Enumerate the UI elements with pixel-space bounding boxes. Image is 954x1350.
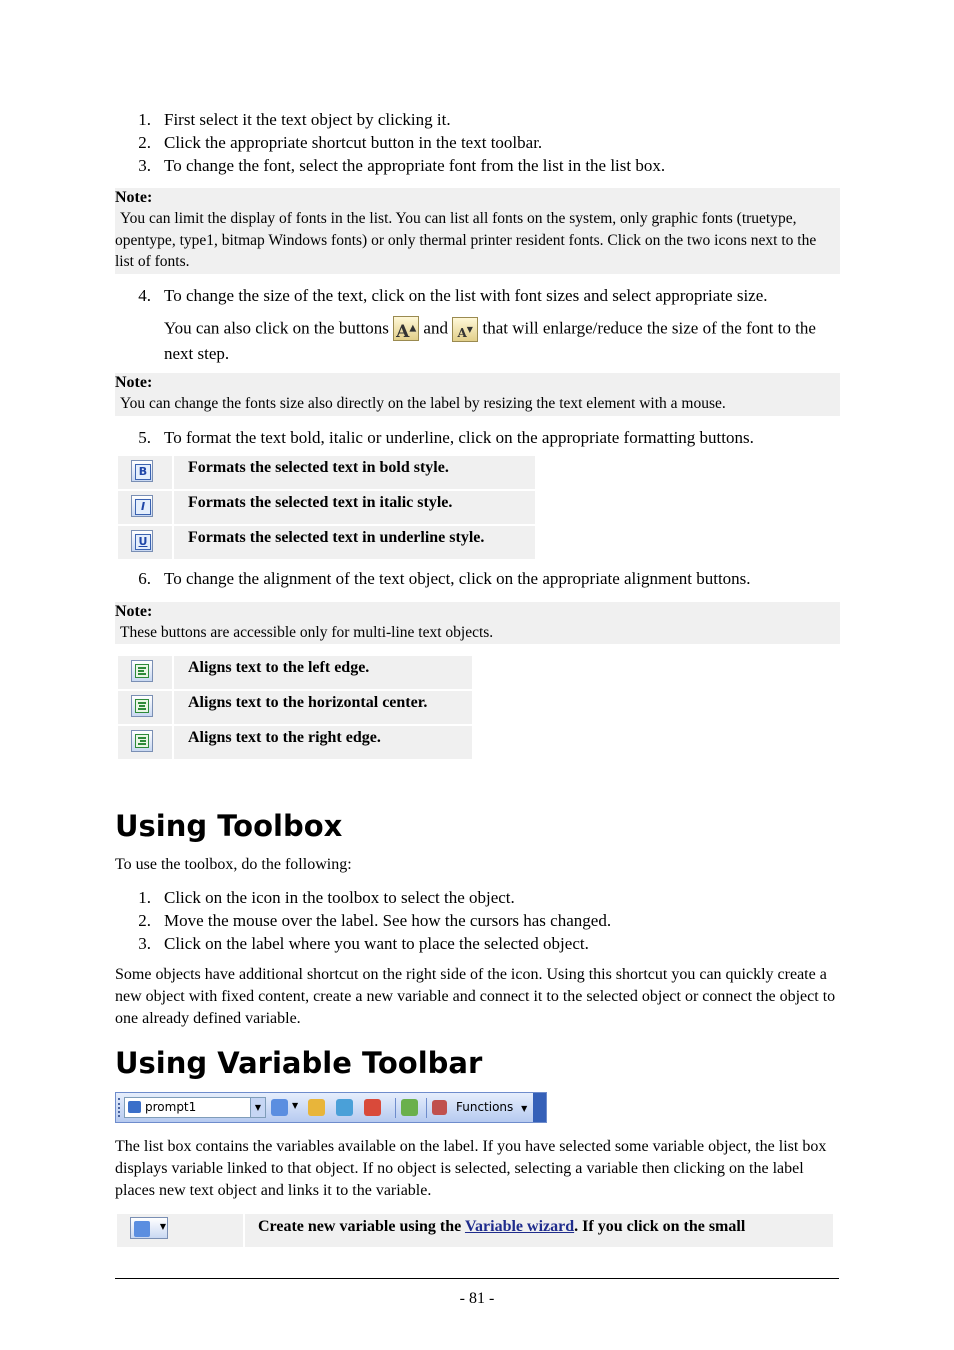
font-grow-icon: A▲ [396, 321, 417, 342]
underline-button[interactable] [131, 530, 153, 552]
chevron-down-icon: ▼ [521, 1104, 528, 1113]
align-buttons-table [116, 654, 474, 761]
page-number: - 81 - [459, 1290, 495, 1307]
bold-icon: B [135, 464, 151, 480]
toolbox-steps-list [115, 886, 839, 955]
list-item: 3. To change the font, select the appropriate font from the list in the list box. [138, 156, 666, 175]
reduce-font-button[interactable] [452, 317, 478, 342]
table-row: I Formats the selected text in italic style. [118, 491, 535, 524]
variable-wizard-link[interactable]: Variable wizard [464, 1218, 575, 1235]
section-heading-variable-toolbar: Using Variable Toolbar [115, 1046, 483, 1080]
underline-icon: U [135, 534, 151, 550]
table-row: Aligns text to the right edge. [118, 726, 472, 759]
align-center-icon [135, 699, 149, 713]
align-right-button[interactable] [131, 730, 153, 752]
italic-button[interactable] [131, 495, 153, 517]
toolbox-paragraph: Some objects have additional shortcut on the right side of the icon. Using this shortcut you can quickly create a new object with fixed content, create a new variable and connect it to the selected object or connect the object to one already defined variable. [115, 966, 836, 1027]
step-6: 6. To change the alignment of the text object, click on the appropriate alignment buttons. [138, 569, 751, 588]
align-left-icon [135, 664, 149, 678]
variable-wizard-button[interactable] [130, 1217, 168, 1239]
steps-list-a [115, 108, 839, 177]
list-item: 2. Move the mouse over the label. See how the cursors has changed. [138, 911, 612, 930]
toolbar-separator [395, 1098, 396, 1118]
edit-variable-icon[interactable] [336, 1099, 353, 1116]
variable-icon [128, 1101, 141, 1113]
note-box: Note: These buttons are accessible only for multi-line text objects. [115, 602, 840, 644]
toolbar-overflow-icon[interactable] [533, 1093, 546, 1122]
table-row: B Formats the selected text in bold style. [118, 456, 535, 489]
list-item: 2. Click the appropriate shortcut button in the text toolbar. [138, 133, 543, 152]
align-left-button[interactable] [131, 660, 153, 682]
font-shrink-icon: A▼ [457, 323, 473, 340]
align-center-button[interactable] [131, 695, 153, 717]
section-heading-toolbox: Using Toolbox [115, 809, 343, 843]
table-row: U Formats the selected text in underline style. [118, 526, 535, 559]
list-item: 1. First select it the text object by clicking it. [138, 110, 451, 129]
bold-button[interactable] [131, 460, 153, 482]
toolbar-separator [426, 1098, 427, 1118]
enlarge-font-button[interactable] [393, 316, 419, 341]
list-item: 3. Click on the label where you want to place the selected object. [138, 934, 589, 953]
new-variable-icon[interactable] [308, 1099, 325, 1116]
list-item: 1. Click on the icon in the toolbox to select the object. [138, 888, 515, 907]
variable-toolbar-paragraph: The list box contains the variables available on the label. If you have selected some variable object, the list box displays variable linked to that object. If no object is selected, selecting a variable then clicking on the label places new text object and links it to the variable. [115, 1138, 827, 1199]
footer-divider [115, 1278, 839, 1279]
functions-icon[interactable] [432, 1100, 447, 1115]
variable-toolbar [115, 1092, 547, 1123]
functions-button[interactable]: Functions ▼ [456, 1100, 528, 1114]
chevron-down-icon: ▼ [159, 1222, 166, 1231]
variable-combo[interactable]: prompt1 ▼ [124, 1097, 266, 1118]
italic-icon: I [135, 499, 151, 515]
variable-wizard-icon [134, 1221, 150, 1237]
table-row: Aligns text to the horizontal center. [118, 691, 472, 724]
table-row: Aligns text to the left edge. [118, 656, 472, 689]
toolbox-intro: To use the toolbox, do the following: [115, 856, 352, 873]
chevron-down-icon[interactable]: ▼ [292, 1101, 299, 1110]
toolbar-grip[interactable] [118, 1098, 123, 1117]
step-4: 4. To change the size of the text, click on the list with font sizes and select appropriate size. You can also click on the buttons A▲ and A▼ that will enlarge/reduce the size of the font to the next step. [138, 286, 816, 363]
variable-wizard-icon[interactable] [271, 1099, 288, 1116]
format-buttons-table [116, 454, 537, 561]
note-box: Note: You can limit the display of fonts in the list. You can list all fonts on the system, only graphic fonts (truetype, opentype, type1, bitmap Windows fonts) or only thermal printer resident fonts. Click on the two icons next to the list of fonts. [115, 188, 840, 274]
note-box: Note: You can change the fonts size also directly on the label by resizing the text element with a mouse. [115, 373, 840, 416]
table-row: ▼ Create new variable using the Variable wizard. If you click on the small [117, 1214, 833, 1247]
chevron-down-icon[interactable]: ▼ [250, 1098, 265, 1117]
delete-variable-icon[interactable] [364, 1099, 381, 1116]
align-right-icon [135, 734, 149, 748]
step-5: 5. To format the text bold, italic or underline, click on the appropriate formatting buttons. [138, 428, 754, 447]
link-variable-icon[interactable] [401, 1099, 418, 1116]
variable-buttons-table [115, 1212, 835, 1249]
